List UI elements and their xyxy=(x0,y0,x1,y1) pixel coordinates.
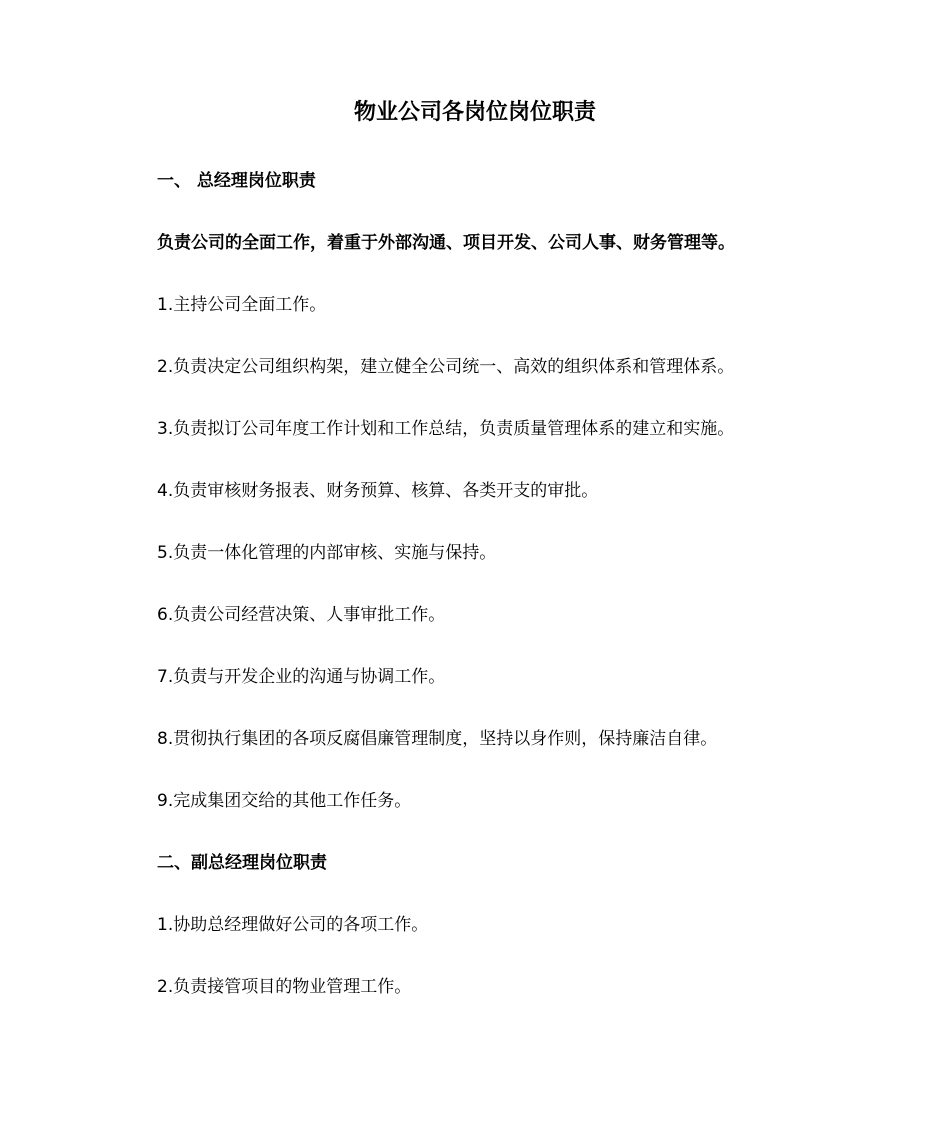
section-heading-deputy-general-manager: 二、副总经理岗位职责 xyxy=(157,853,327,873)
duty-item: 1.主持公司全面工作。 xyxy=(157,295,327,315)
section-heading-general-manager: 一、 总经理岗位职责 xyxy=(157,171,316,191)
duty-item: 6.负责公司经营决策、人事审批工作。 xyxy=(157,605,446,625)
duty-item: 4.负责审核财务报表、财务预算、核算、各类开支的审批。 xyxy=(157,481,599,501)
duty-item: 2.负责接管项目的物业管理工作。 xyxy=(157,977,412,997)
section-summary-general-manager: 负责公司的全面工作，着重于外部沟通、项目开发、公司人事、财务管理等。 xyxy=(157,233,735,253)
duty-item: 8.贯彻执行集团的各项反腐倡廉管理制度，坚持以身作则，保持廉洁自律。 xyxy=(157,729,718,749)
duty-item: 3.负责拟订公司年度工作计划和工作总结，负责质量管理体系的建立和实施。 xyxy=(157,419,735,439)
duty-item: 9.完成集团交给的其他工作任务。 xyxy=(157,791,412,811)
document-title: 物业公司各岗位岗位职责 xyxy=(353,100,596,125)
duty-item: 1.协助总经理做好公司的各项工作。 xyxy=(157,915,429,935)
duty-item: 7.负责与开发企业的沟通与协调工作。 xyxy=(157,667,446,687)
duty-item: 2.负责决定公司组织构架，建立健全公司统一、高效的组织体系和管理体系。 xyxy=(157,357,735,377)
duty-item: 5.负责一体化管理的内部审核、实施与保持。 xyxy=(157,543,497,563)
